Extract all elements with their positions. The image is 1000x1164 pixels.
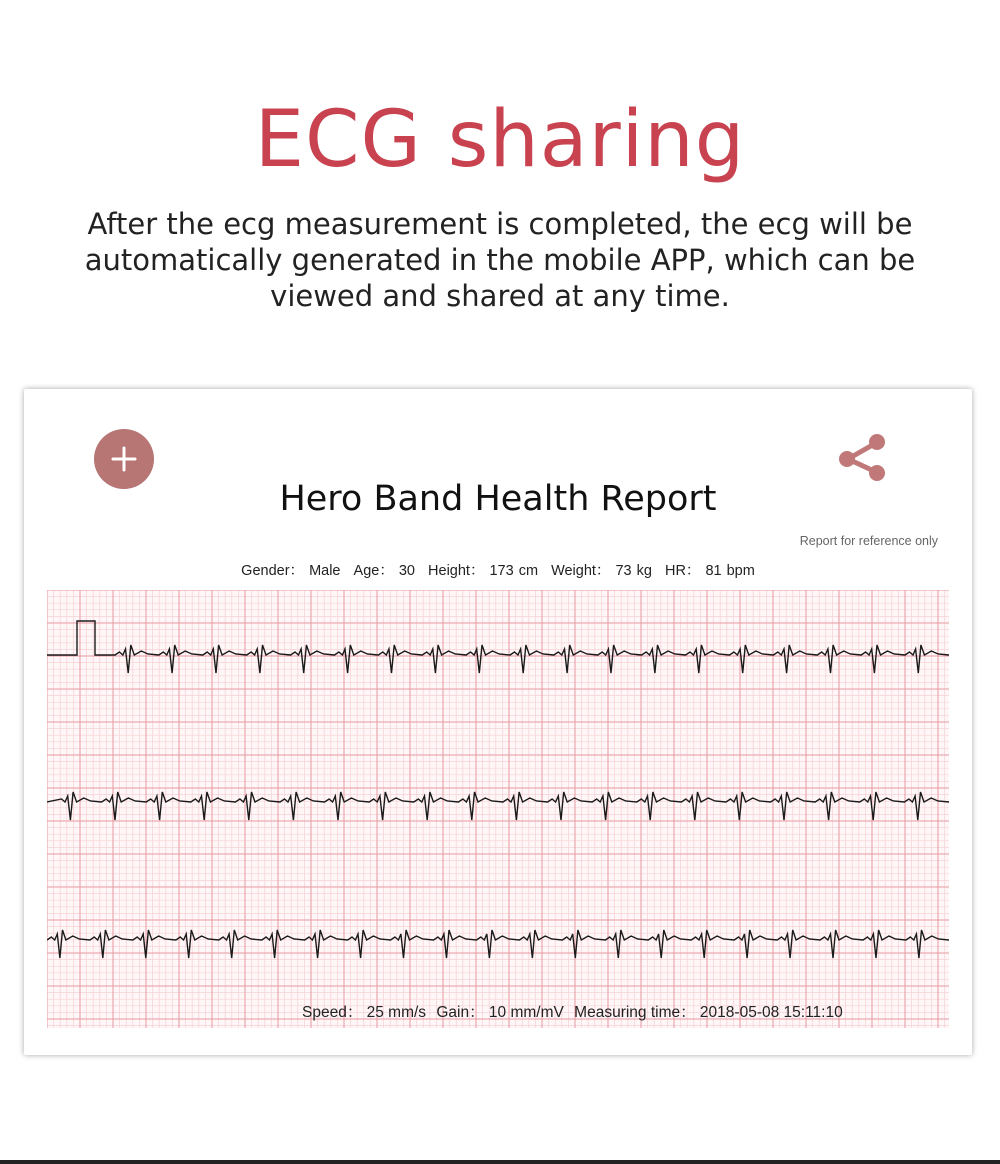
ecg-footer [302, 1000, 849, 1022]
reference-note: Report for reference only [799, 534, 938, 548]
ecg-grid [47, 590, 949, 1028]
report-card [24, 389, 972, 1055]
patient-gender: Gender： Male [241, 563, 341, 579]
ecg-measuring-time: Measuring time： 2018-05-08 15:11:10 [574, 1004, 843, 1021]
patient-age: Age： 30 [353, 563, 415, 579]
ecg-speed: Speed： 25 mm/s [302, 1004, 427, 1021]
patient-height: Height： 173 cm [428, 563, 539, 579]
headline: ECG sharing [254, 95, 746, 185]
lead-text: After the ecg measurement is completed, the ecg will be automatically generated in the mobile APP, which can be viewed and shared at any time. [84, 207, 916, 313]
report-title: Hero Band Health Report [279, 479, 717, 519]
patient-info [24, 559, 972, 580]
plus-icon [110, 445, 138, 473]
patient-hr: HR： 81 bpm [664, 563, 755, 579]
bottom-divider [0, 1160, 1000, 1164]
ecg-gain: Gain： 10 mm/mV [436, 1004, 564, 1021]
ecg-strip [47, 590, 949, 1028]
patient-weight: Weight： 73 kg [551, 563, 652, 579]
